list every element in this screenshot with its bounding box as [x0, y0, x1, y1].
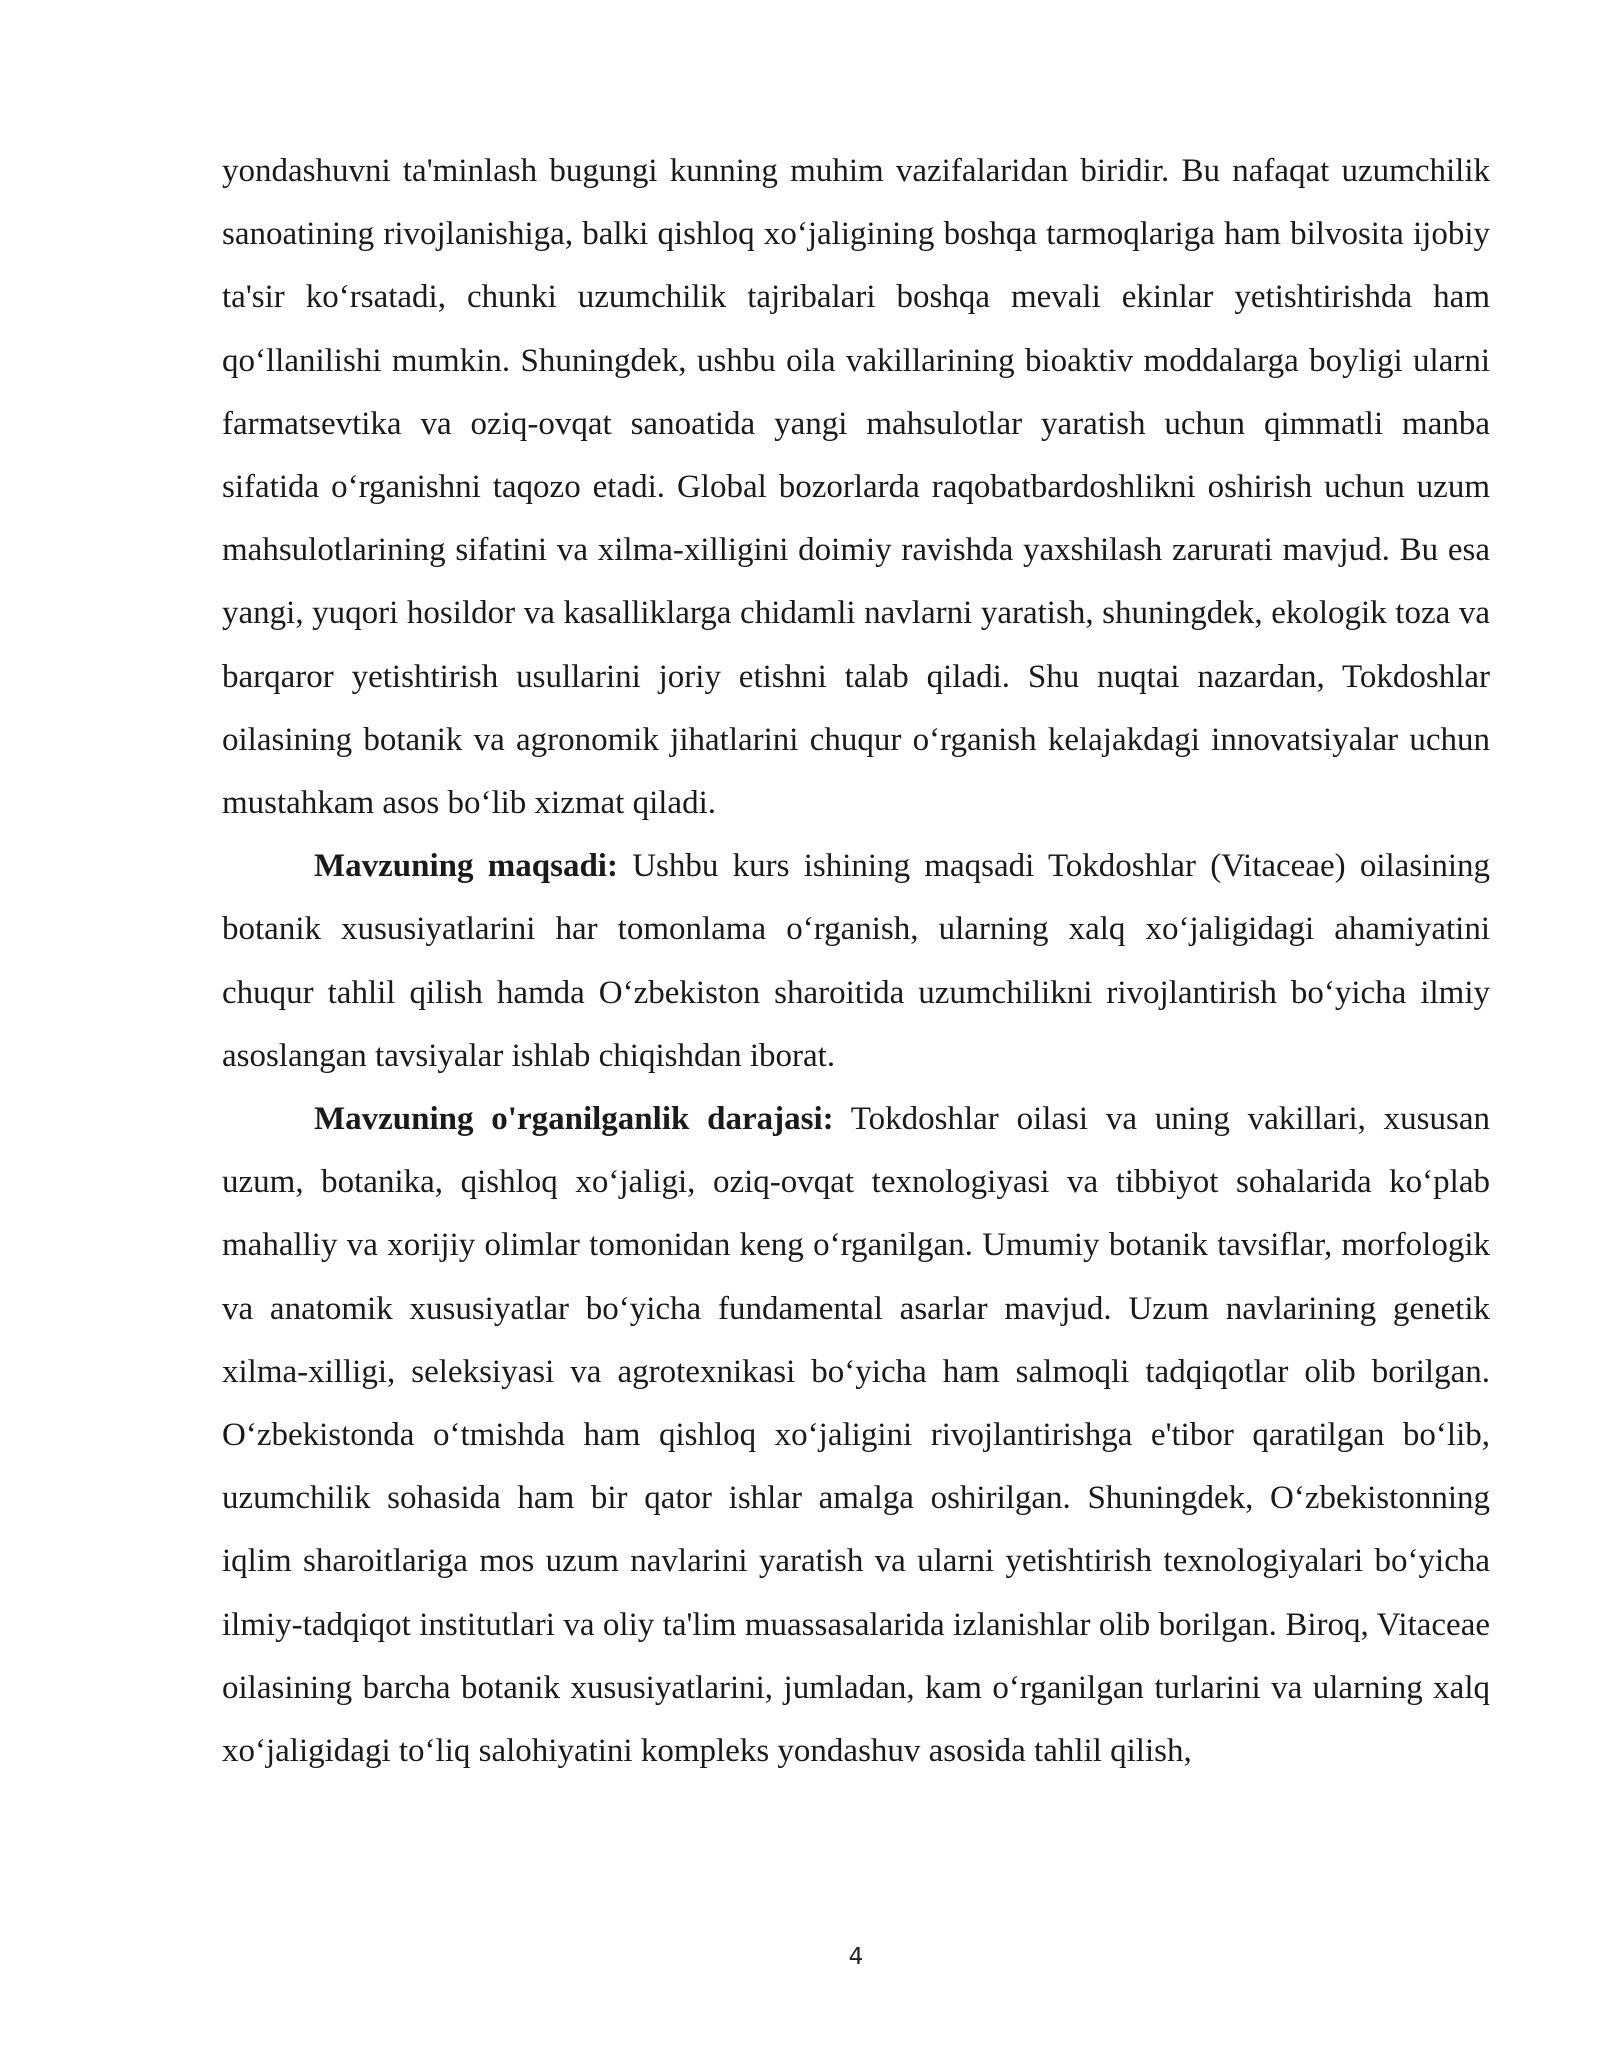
paragraph-text: Ushbu kurs ishining maqsadi Tokdoshlar (Vitaceae) oilasining botanik xususiyatlarini har tomonlama o‘rganish, ularning xalq xo‘jaligidagi ahamiyatini chuqur tahlil qilish hamda O‘zbekiston sharoitida uzumchilikni rivojlantirish bo‘yicha ilmiy asoslangan tavsiyalar ishlab chiqishdan iborat.	[222, 848, 1491, 1074]
page-number: 4	[848, 1944, 864, 1970]
paragraph-heading: Mavzuning maqsadi:	[314, 848, 618, 885]
paragraph-study-level	[222, 1088, 1490, 1783]
paragraph-continuation	[222, 140, 1490, 835]
document-body	[222, 140, 1490, 1783]
paragraph-goal	[222, 835, 1490, 1088]
paragraph-text: yondashuvni ta'minlash bugungi kunning muhim vazifalaridan biridir. Bu nafaqat uzumchilik sanoatining rivojlanishiga, balki qishloq xo‘jaligining boshqa tarmoqlariga ham bilvosita ijobiy ta'sir ko‘rsatadi, chunki uzumchilik tajribalari boshqa mevali ekinlar yetishtirishda ham qo‘llanilishi mumkin. Shuningdek, ushbu oila vakillarining bioaktiv moddalarga boyligi ularni farmatsevtika va oziq-ovqat sanoatida yangi mahsulotlar yaratish uchun qimmatli manba sifatida o‘rganishni taqozo etadi. Global bozorlarda raqobatbardoshlikni oshirish uchun uzum mahsulotlarining sifatini va xilma-xilligini doimiy ravishda yaxshilash zarurati mavjud. Bu esa yangi, yuqori hosildor va kasalliklarga chidamli navlarni yaratish, shuningdek, ekologik toza va barqaror yetishtirish usullarini joriy etishni talab qiladi. Shu nuqtai nazardan, Tokdoshlar oilasining botanik va agronomik jihatlarini chuqur o‘rganish kelajakdagi innovatsiyalar uchun mustahkam asos bo‘lib xizmat qiladi.	[222, 153, 1490, 822]
paragraph-heading: Mavzuning o'rganilganlik darajasi:	[314, 1101, 834, 1138]
paragraph-text: Tokdoshlar oilasi va uning vakillari, xususan uzum, botanika, qishloq xo‘jaligi, oziq-ovqat texnologiyasi va tibbiyot sohalarida ko‘plab mahalliy va xorijiy olimlar tomonidan keng o‘rganilgan. Umumiy botanik tavsiflar, morfologik va anatomik xususiyatlar bo‘yicha fundamental asarlar mavjud. Uzum navlarining genetik xilma-xilligi, seleksiyasi va agrotexnikasi bo‘yicha ham salmoqli tadqiqotlar olib borilgan. O‘zbekistonda o‘tmishda ham qishloq xo‘jaligini rivojlantirishga e'tibor qaratilgan bo‘lib, uzumchilik sohasida ham bir qator ishlar amalga oshirilgan. Shuningdek, O‘zbekistonning iqlim sharoitlariga mos uzum navlarini yaratish va ularni yetishtirish texnologiyalari bo‘yicha ilmiy-tadqiqot institutlari va oliy ta'lim muassasalarida izlanishlar olib borilgan. Biroq, Vitaceae oilasining barcha botanik xususiyatlarini, jumladan, kam o‘rganilgan turlarini va ularning xalq xo‘jaligidagi to‘liq salohiyatini kompleks yondashuv asosida tahlil qilish,	[222, 1101, 1491, 1770]
